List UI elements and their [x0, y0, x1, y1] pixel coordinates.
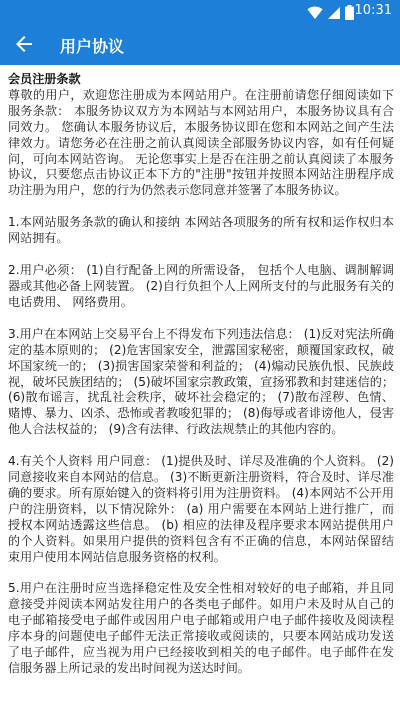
agreement-intro-text: 尊敬的用户，欢迎您注册成为本网站用户。在注册前请您仔细阅读如下服务条款： 本服务协议双方为本网站与本网站用户，本服务协议具有合同效力。 您确认本服务协议后，本服务协议即在您和本网站之间产生法律效力。请您务必在注册之前认真阅读全部服务协议内容，如有任何疑问，可向本网站咨询。 无论您事实上是否在注册之前认真阅读了本服务协议，只要您点击协议正本下方的"注册"按钮并按照本网站注册程序成功注册为用户，您的行为仍然表示您同意并签署了本服务协议。	[8, 87, 394, 198]
status-time: 10:31	[354, 3, 392, 18]
status-bar	[0, 0, 400, 24]
agreement-title: 会员注册条款	[8, 72, 81, 86]
battery-icon	[345, 5, 354, 20]
page-title: 用户协议	[60, 37, 125, 56]
agreement-paragraph: 4.有关个人资料 用户同意： (1)提供及时、详尽及准确的个人资料。 (2)同意接收来自本网站的信息。 (3)不断更新注册资料，符合及时、详尽准确的要求。所有原始键入的资料将引用为注册资料。 (4)本网站不公开用户的注册资料，以下情况除外： (a) 用户需要在本网站上进行推广，而授权本网站透露这些信息。 (b) 相应的法律及程序要求本网站提供用户的个人资料。如果用户提供的资料包含有不正确的信息，本网站保留结束用户使用本网站信息服务资格的权利。	[8, 454, 394, 564]
signal-icon	[327, 6, 341, 20]
agreement-paragraph: 2.用户必须： (1)自行配备上网的所需设备， 包括个人电脑、调制解调器或其他必备上网装置。 (2)自行负担个人上网所支付的与此服务有关的电话费用、 网络费用。	[8, 263, 394, 309]
app-bar	[0, 24, 400, 65]
wifi-icon	[307, 6, 323, 20]
arrow-left-icon	[12, 32, 36, 56]
agreement-paragraph: 3.用户在本网站上交易平台上不得发布下列违法信息： (1)反对宪法所确定的基本原则的； (2)危害国家安全，泄露国家秘密，颠覆国家政权，破坏国家统一的； (3)损害国家荣誉和利益的； (4)煽动民族仇恨、民族歧视，破坏民族团结的； (5)破坏国家宗教政策，宣扬邪教和封建迷信的； (6)散布谣言，扰乱社会秩序，破坏社会稳定的； (7)散布淫秽、色情、赌博、暴力、凶杀、恐怖或者教唆犯罪的； (8)侮辱或者诽谤他人，侵害他人合法权益的； (9)含有法律、行政法规禁止的其他内容的。	[8, 326, 394, 437]
agreement-content	[8, 72, 394, 693]
agreement-paragraph: 1.本网站服务条款的确认和接纳 本网站各项服务的所有权和运作权归本网站拥有。	[8, 215, 394, 246]
back-button[interactable]	[12, 32, 36, 56]
agreement-paragraph: 5.用户在注册时应当选择稳定性及安全性相对较好的电子邮箱，并且同意接受并阅读本网站发往用户的各类电子邮件。如用户未及时从自己的电子邮箱接受电子邮件或因用户电子邮箱或用户电子邮件接收及阅读程序本身的问题使电子邮件无法正常接收或阅读的，只要本网站成功发送了电子邮件，应当视为用户已经接收到相关的电子邮件。电子邮件在发信服务器上所记录的发出时间视为送达时间。	[8, 581, 394, 675]
status-icons	[307, 5, 354, 20]
agreement-intro	[8, 72, 394, 199]
